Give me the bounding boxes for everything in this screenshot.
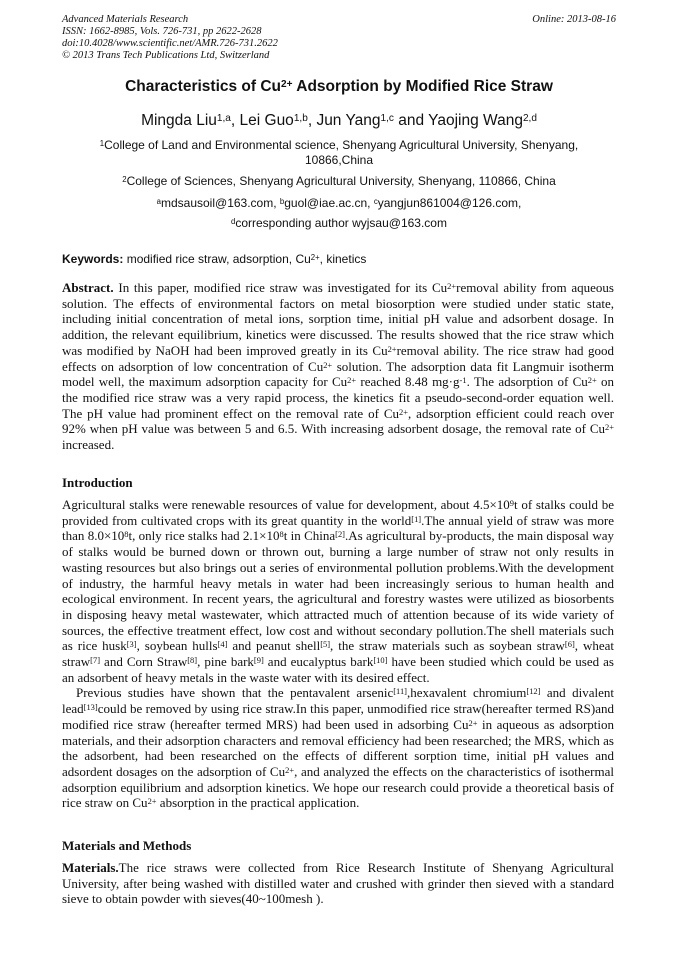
keywords-label: Keywords: bbox=[62, 252, 124, 266]
introduction-body bbox=[62, 497, 614, 811]
author-list: Mingda Liu$^{1,a}$, Lei Guo$^{1,b}$, Jun Yang$^{1,c}$ and Yaojing Wang$^{2,d}$ bbox=[141, 112, 537, 129]
author: Yaojing Wang bbox=[428, 112, 523, 129]
methods-heading: Materials and Methods bbox=[62, 838, 192, 853]
abstract-label: Abstract. bbox=[62, 280, 114, 295]
online-date: Online: 2013-08-16 bbox=[532, 14, 616, 25]
doi-line: doi:10.4028/www.scientific.net/AMR.726-731.2622 bbox=[62, 38, 278, 49]
copyright-line: © 2013 Trans Tech Publications Ltd, Switzerland bbox=[62, 50, 270, 61]
affiliation-1: $^1$College of Land and Environmental science, Shenyang Agricultural University, Shenyang, 10866,China bbox=[99, 138, 579, 167]
intro-paragraph-2: Previous studies have shown that the pentavalent arsenic[11],hexavalent chromium[12] and divalent lead[13]could be removed by using rice straw.In this paper, unmodified rice straw(hereafter termed RS)and modified rice straw (hereafter termed MRS) had been used in adsorbing $Cu^{2+}$ in aqueous as adsorption materials, and their adsorption characters and removal efficiency had been researched; the MRS, which as the adsorbent, had been researched on the effects of different sorption time, initial pH values and adsordent dosages on the adsorption of $Cu^{2+}$, and analyzed the effects on the characteristics of isothermal adsorption equilibrium and adsorption kinetics. We hope our research could provide a theoretical basis of rice straw on $Cu^{2+}$ absorption in the practical application. bbox=[62, 685, 615, 811]
affiliation-2: $^2$College of Sciences, Shenyang Agricultural University, Shenyang, 110866, China bbox=[122, 174, 556, 188]
materials-paragraph: Materials.The rice straws were collected from Rice Research Institute of Shenyang Agricultural University, after being washed with distilled water and crushed with grinder then sieved with a standard sieve to obtain powder with sieves(40~100mesh ). bbox=[62, 860, 614, 907]
abstract: Abstract. In this paper, modified rice straw was investigated for its $Cu^{2+}removal$ ability from aqueous solution. The effects of environmental factors on metal biosorption were studied under static state, including initial concentration of metal ions, sorption time, initial pH value and adsorbent dosage. In addition, the relevant equilibrium, kinetics were discussed. The results showed that the rice straw which was modified by NaOH had been improved greatly in its $Cu^{2+}removal$ ability. The rice straw had good effects on adsorption of low concentration of $Cu^{2+}$ solution. The adsorption data fit Langmuir isotherm model well, the maximum adsorption capacity for $Cu^{2+}$ reached 8.48 $mg\cdot g^{-1}$. The adsorption of $Cu^{2+}$ on the modified rice straw was a very rapid process, the kinetics fit a pseudo-second-order equation well. The pH value had prominent effect on the removal rate of $Cu^{2+}$, adsorption efficient could reach over 92% when pH value was between 5 and 6.5. With increasing adsorbent dosage, the removal rate of $Cu^{2+}$ increased. bbox=[62, 280, 615, 453]
corresponding-author: $^d$corresponding author wyjsau@163.com bbox=[231, 216, 447, 230]
materials-label: Materials. bbox=[62, 860, 119, 875]
introduction-heading: Introduction bbox=[62, 475, 133, 490]
intro-paragraph-1: Agricultural stalks were renewable resources of value for development, about $4.5\times 10^9t$ of stalks could be provided from cultivated crops with its great quantity in the world[1].The annual yield of straw was more than $8.0\times 10^8t$, only rice stalks had $2.1\times 10^8t$ in China[2].As agricultural by-products, the main disposal way of stalks would be burned down or thrown out, burning a large number of straw not only results in wasting resources but also brings out a series of environmental pollution problems.With the development of industry, the harmful heavy metals in water had been increasingly serious to human health and ecological environment. In recent years, the agricultural and forestry wastes were utilized as biosorbents in disposing heavy metal wastewater, which attracted much of attention because of its wide variety of sources, the effective treatment effect, low cost and without secondary pollution.The shell materials such as rice husk[3], soybean hulls[4] and peanut shell[5], the straw materials such as soybean straw[6], wheat straw[7] and Corn Straw[8], pine bark[9] and eucalyptus bark[10] have been studied which could be used as an adsorbent of heavy metals in the waste water with its desired effect. bbox=[62, 497, 615, 685]
keywords-line: Keywords: modified rice straw, adsorption, $Cu^{2+}$, kinetics bbox=[62, 252, 367, 266]
author: Mingda Liu bbox=[141, 112, 217, 129]
journal-name: Advanced Materials Research bbox=[62, 14, 189, 25]
author: Lei Guo bbox=[239, 112, 294, 129]
email-line: $^a$mdsausoil@163.com, $^b$guol@iae.ac.cn, $^c$yangjun861004@126.com, bbox=[156, 196, 522, 210]
paper-title: Characteristics of $Cu^{2+}$ Adsorption by Modified Rice Straw bbox=[125, 78, 553, 95]
author: Jun Yang bbox=[316, 112, 381, 129]
page-header bbox=[62, 14, 616, 62]
issn-line: ISSN: 1662-8985, Vols. 726-731, pp 2622-2628 bbox=[62, 26, 262, 37]
